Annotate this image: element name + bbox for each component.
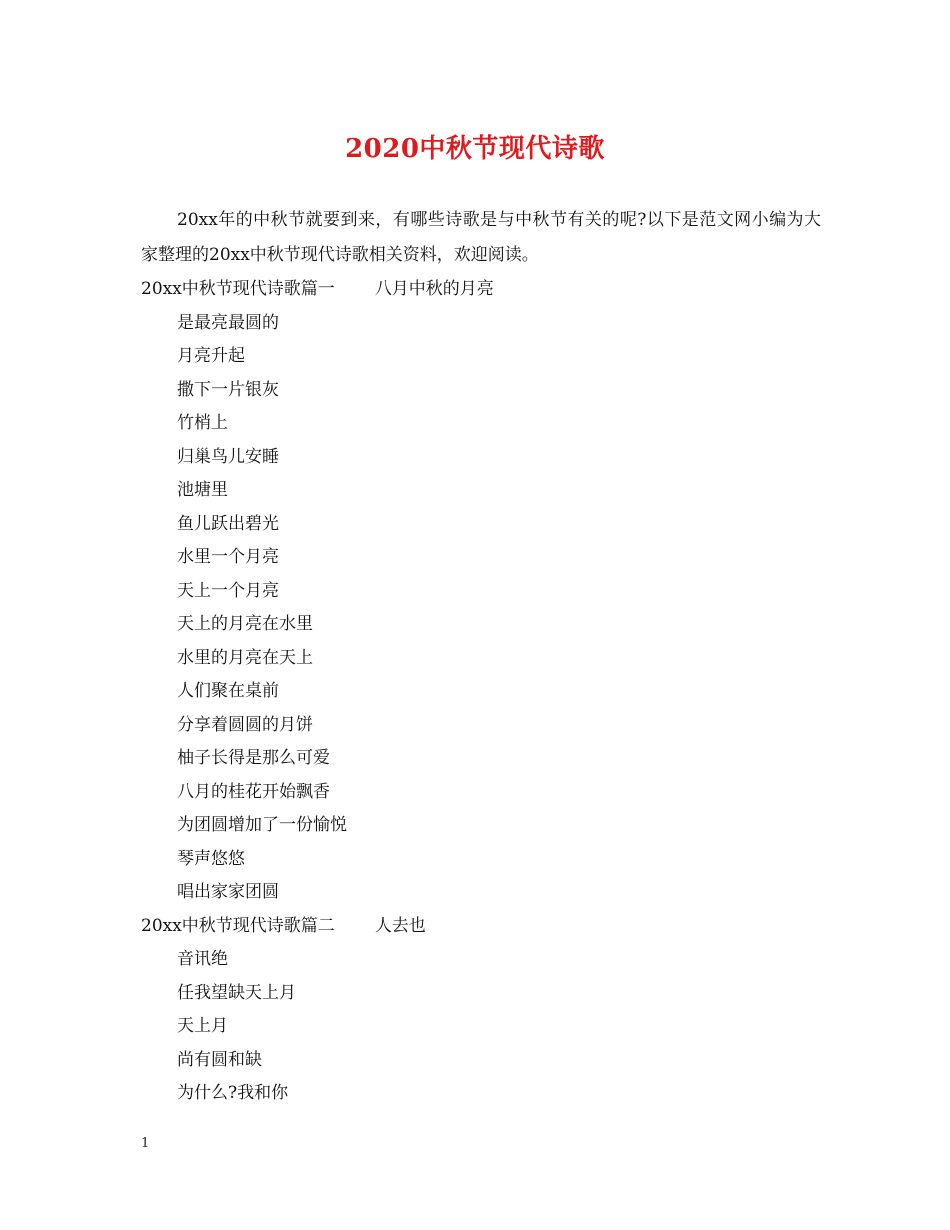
poem-line: 八月的桂花开始飘香 — [177, 781, 330, 802]
poem-line: 尚有圆和缺 — [177, 1049, 262, 1070]
poem-line: 池塘里 — [177, 480, 228, 500]
section-heading — [141, 910, 821, 944]
poem-line: 琴声悠悠 — [177, 848, 245, 869]
poem-line: 是最亮最圆的 — [177, 312, 279, 333]
document-body — [141, 203, 821, 1111]
poem-line: 八月中秋的月亮 — [374, 279, 494, 299]
intro-paragraph: 20xx年的中秋节就要到来，有哪些诗歌是与中秋节有关的呢?以下是范文网小编为大家整理的20xx中秋节现代诗歌相关资料，欢迎阅读。 — [141, 210, 821, 265]
poem-line: 为什么?我和你 — [177, 1083, 289, 1103]
poem-line: 天上一个月亮 — [177, 580, 279, 601]
poem-line: 水里的月亮在天上 — [177, 647, 313, 668]
section-heading-label: 20xx中秋节现代诗歌篇二 — [141, 915, 335, 936]
poem-line: 月亮升起 — [177, 346, 245, 366]
document-title: 2020中秋节现代诗歌 — [345, 134, 605, 164]
poem-line: 天上月 — [177, 1016, 228, 1036]
poem-line: 柚子长得是那么可爱 — [177, 748, 330, 768]
poem-line: 任我望缺天上月 — [177, 982, 296, 1003]
poem-line: 唱出家家团圆 — [177, 882, 279, 902]
poem-line: 分享着圆圆的月饼 — [177, 714, 313, 735]
poem-line: 竹梢上 — [177, 413, 228, 433]
page-number: 1 — [141, 1136, 150, 1151]
poem-line: 天上的月亮在水里 — [177, 614, 313, 634]
poem-line: 归巢鸟儿安睡 — [177, 446, 279, 467]
section-heading — [141, 273, 821, 307]
poem-line: 人去也 — [374, 915, 426, 936]
poem-line: 水里一个月亮 — [177, 547, 279, 567]
poem-line: 撒下一片银灰 — [177, 379, 279, 400]
poem-line: 音讯绝 — [177, 949, 228, 969]
poem-line: 人们聚在桌前 — [177, 681, 279, 701]
poem-line: 鱼儿跃出碧光 — [177, 513, 279, 534]
section-heading-label: 20xx中秋节现代诗歌篇一 — [141, 279, 335, 299]
poem-line: 为团圆增加了一份愉悦 — [177, 815, 347, 835]
